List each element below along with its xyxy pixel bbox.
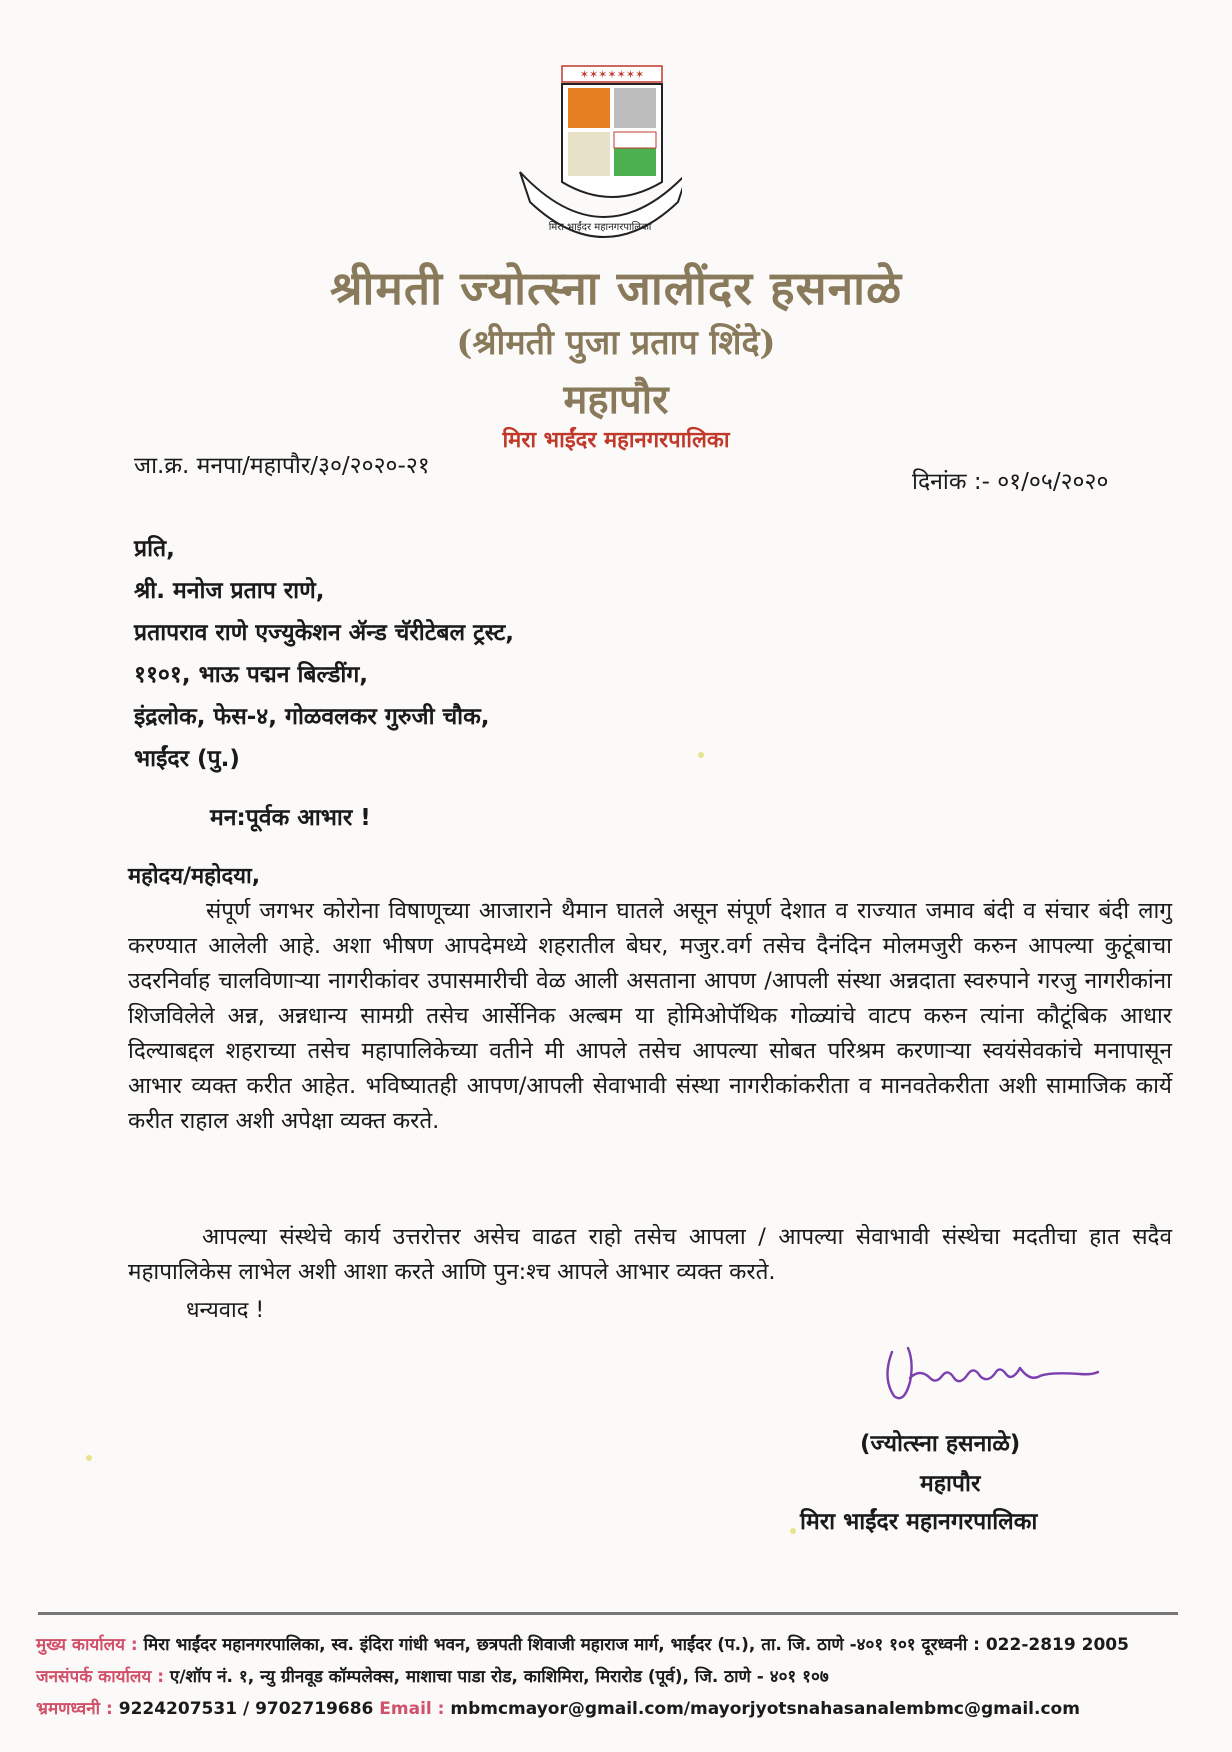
signatory-organization: मिरा भाईंदर महानगरपालिका [800, 1509, 1038, 1535]
mayor-alias: (श्रीमती पुजा प्रताप शिंदे) [456, 323, 776, 363]
closing-thanks: धन्यवाद ! [186, 1298, 265, 1323]
head-office-address: मिरा भाईंदर महानगरपालिका, स्व. इंदिरा गांधी भवन, छत्रपती शिवाजी महाराज मार्ग, भाईंदर (प.), ता. जि. ठाणे -४०१ १०१ दूरध्वनी : 022-2819 2005 [143, 1635, 1129, 1655]
scan-speck [86, 1455, 92, 1461]
scan-speck [698, 752, 704, 758]
address-line: इंद्रलोक, फेस-४, गोळवलकर गुरुजी चौक, [134, 704, 490, 730]
reference-number: जा.क्र. मनपा/महापौर/३०/२०२०-२१ [134, 453, 430, 479]
signatory-name: (ज्योत्स्ना हसनाळे) [860, 1431, 1021, 1457]
address-line: भाईंदर (पु.) [134, 746, 240, 772]
mayor-post: महापौर [563, 376, 669, 423]
header-organization: मिरा भाईंदर महानगरपालिका [502, 428, 730, 453]
mobile-numbers: 9224207531 / 9702719686 [118, 1699, 374, 1719]
emblem-ribbon-text: मिरा भाईंदर महानगरपालिका [548, 222, 652, 233]
mobile-label: भ्रमणध्वनी : [36, 1699, 113, 1719]
email-label: Email : [379, 1699, 445, 1719]
scan-speck [790, 1528, 796, 1534]
footer-contact [36, 1696, 1080, 1719]
address-line: प्रतापराव राणे एज्युकेशन ॲन्ड चॅरीटेबल ट्रस्ट, [134, 620, 514, 646]
body-paragraph-1: संपूर्ण जगभर कोरोना विषाणूच्या आजाराने थैमान घातले असून संपूर्ण देशात व राज्यात जमाव बंदी व संचार बंदी लागु करण्यात आलेली आहे. अशा भीषण आपदेमध्ये शहरातील बेघर, मजुर.वर्ग तसेच दैनंदिन मोलमजुरी करुन आपल्या कुटूंबाचा उदरनिर्वाह चालविणाऱ्या नागरीकांवर उपासमारीची वेळ आली असताना आपण /आपली संस्था अन्नदाता स्वरुपाने गरजु नागरीकांना शिजविलेले अन्न, अन्नधान्य सामग्री तसेच आर्सेनिक अल्बम या होमिओपॅथिक गोळ्यांचे वाटप करुन त्यांना कौटूंबिक आधार दिल्याबद्दल शहराच्या तसेच महापालिकेच्या वतीने मी आपले तसेच आपल्या सोबत परिश्रम करणाऱ्या स्वयंसेवकांचे मनापासून आभार व्यक्त करीत आहेत. भविष्यातही आपण/आपली सेवाभावी संस्था नागरीकांकरीता व मानवतेकरीता अशी सामाजिक कार्ये करीत राहाल अशी अपेक्षा व्यक्त करते. [128, 898, 1172, 1134]
footer-pr-office [36, 1664, 829, 1687]
mayor-name: श्रीमती ज्योत्स्ना जालींदर हसनाळे [329, 261, 903, 315]
pr-office-label: जनसंपर्क कार्यालय : [36, 1667, 164, 1687]
body-paragraph-2: आपल्या संस्थेचे कार्य उत्तरोत्तर असेच वाढत राहो तसेच आपला / आपल्या सेवाभावी संस्थेचा मदतीचा हात सदैव महापालिकेस लाभेल अशी आशा करते आणि पुन:श्च आपले आभार व्यक्त करते. [128, 1224, 1172, 1285]
salutation: महोदय/महोदया, [128, 864, 261, 889]
address-line: श्री. मनोज प्रताप राणे, [134, 578, 325, 604]
signatory-post: महापौर [920, 1471, 981, 1497]
letter-subject: मन:पूर्वक आभार ! [210, 805, 371, 831]
address-line: ११०१, भाऊ पद्मन बिल्डींग, [134, 662, 369, 688]
letter-date: दिनांक :- ०१/०५/२०२० [912, 469, 1109, 495]
svg-text:✶✶✶✶✶✶✶: ✶✶✶✶✶✶✶ [579, 68, 645, 81]
footer-divider [38, 1612, 1178, 1615]
municipal-emblem [518, 62, 682, 252]
pr-office-address: ए/शॉप नं. १, न्यु ग्रीनवूड कॉम्पलेक्स, माशाचा पाडा रोड, काशिमिरा, मिरारोड (पूर्व), जि. ठाणे - ४०१ १०७ [169, 1667, 829, 1687]
address-line: प्रति, [134, 536, 175, 562]
handwritten-signature [880, 1338, 1100, 1408]
recipient-address [134, 528, 514, 780]
email-address[interactable]: mbmcmayor@gmail.com/mayorjyotsnahasanalembmc@gmail.com [450, 1699, 1080, 1719]
footer-head-office [36, 1632, 1129, 1655]
head-office-label: मुख्य कार्यालय : [36, 1635, 138, 1655]
